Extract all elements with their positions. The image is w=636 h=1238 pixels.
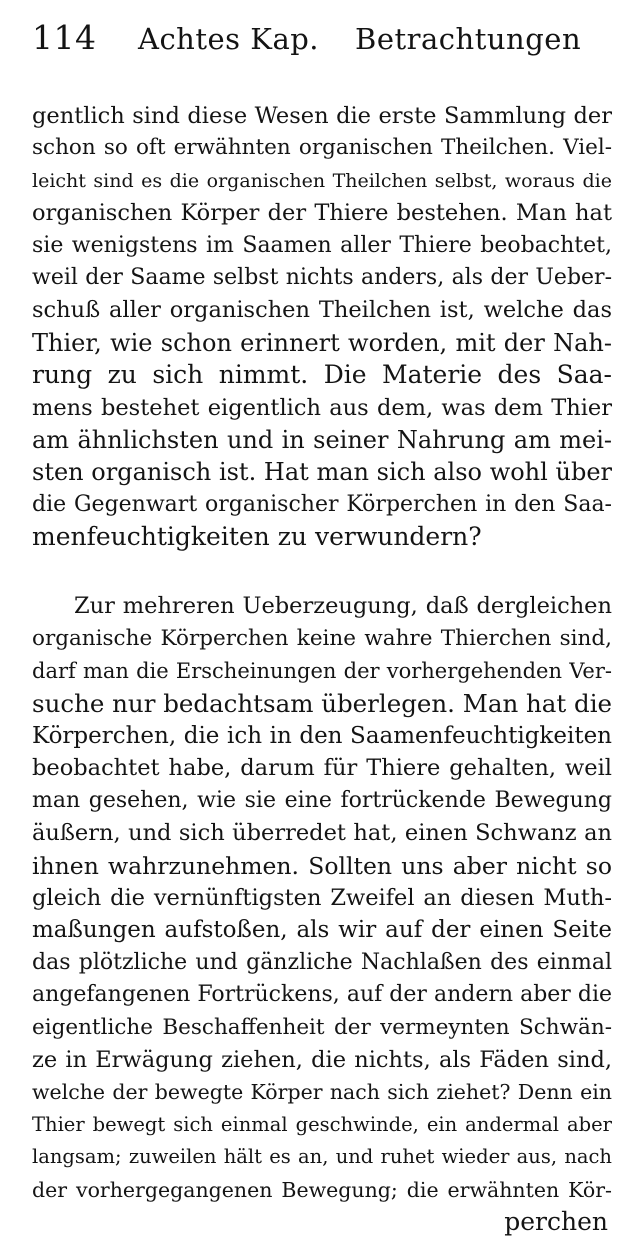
- text-line: angefangenen Fortrückens, auf der andern aber die: [32, 982, 612, 1008]
- text-line: Körperchen, die ich in den Saamenfeuchtigkeiten: [32, 723, 612, 750]
- catchword: perchen: [504, 1206, 608, 1236]
- text-line: der vorhergegangenen Bewegung; die erwähnten Kör-: [32, 1177, 612, 1202]
- text-line: schon so oft erwähnten organischen Theilchen. Viel-: [32, 135, 612, 161]
- text-line: Thier bewegt sich einmal geschwinde, ein andermal aber: [32, 1112, 612, 1136]
- text-line: man gesehen, wie sie eine fortrückende Bewegung: [32, 787, 612, 813]
- text-line: organische Körperchen keine wahre Thierchen sind,: [32, 625, 612, 651]
- text-line: gentlich sind diese Wesen die erste Sammlung der: [32, 103, 612, 129]
- paragraph-2: [32, 590, 612, 1205]
- text-line: gleich die vernünftigsten Zweifel an diesen Muth-: [32, 884, 612, 911]
- text-line: eigentliche Beschaffenheit der vermeynten Schwän-: [32, 1014, 612, 1040]
- chapter-heading: Achtes Kap.: [138, 22, 320, 56]
- text-line: suche nur bedachtsam überlegen. Man hat die: [32, 688, 612, 718]
- text-line: Zur mehreren Ueberzeugung, daß dergleichen: [74, 593, 612, 620]
- text-line: darf man die Erscheinungen der vorhergehenden Ver-: [32, 659, 612, 684]
- text-line: menfeuchtigkeiten zu verwundern?: [32, 522, 482, 552]
- text-line: die Gegenwart organischer Körperchen in den Saa-: [32, 491, 612, 517]
- text-line: mens bestehet eigentlich aus dem, was dem Thier: [32, 394, 612, 421]
- text-line: weil der Saame selbst nichts anders, als der Ueber-: [32, 264, 612, 290]
- running-title: Betrachtungen: [355, 22, 582, 56]
- text-line: Thier, wie schon erinnert worden, mit der Nah-: [32, 328, 612, 357]
- paragraph-1: [32, 100, 612, 553]
- text-line: maßungen aufstoßen, als wir auf der einen Seite: [32, 917, 612, 944]
- text-line: rung zu sich nimmt. Die Materie des Saa-: [32, 360, 612, 390]
- paragraph-gap: [32, 553, 612, 590]
- text-line: organischen Körper der Thiere bestehen. Man hat: [32, 200, 612, 227]
- page-header: [32, 18, 612, 70]
- text-line: welche der bewegte Körper nach sich ziehet? Denn ein: [32, 1080, 612, 1105]
- page-number: 114: [32, 18, 97, 57]
- text-line: leicht sind es die organischen Theilchen selbst, woraus die: [32, 169, 612, 192]
- text-line: am ähnlichsten und in seiner Nahrung am mei-: [32, 425, 612, 454]
- text-line: äußern, und sich überredet hat, einen Schwanz an: [32, 820, 612, 847]
- text-line: sie wenigstens im Saamen aller Thiere beobachtet,: [32, 232, 612, 258]
- text-line: sten organisch ist. Hat man sich also wohl über: [32, 458, 612, 487]
- text-line: ihnen wahrzunehmen. Sollten uns aber nicht so: [32, 851, 612, 880]
- text-line: schuß aller organischen Theilchen ist, welche das: [32, 297, 612, 324]
- text-line: langsam; zuweilen hält es an, und ruhet wieder aus, nach: [32, 1145, 612, 1169]
- text-line: das plötzliche und gänzliche Nachlaßen des einmal: [32, 949, 612, 975]
- body-text: [32, 100, 612, 1238]
- text-line: beobachtet habe, darum für Thiere gehalten, weil: [32, 755, 612, 782]
- text-line: ze in Erwägung ziehen, die nichts, als Fäden sind,: [32, 1046, 612, 1073]
